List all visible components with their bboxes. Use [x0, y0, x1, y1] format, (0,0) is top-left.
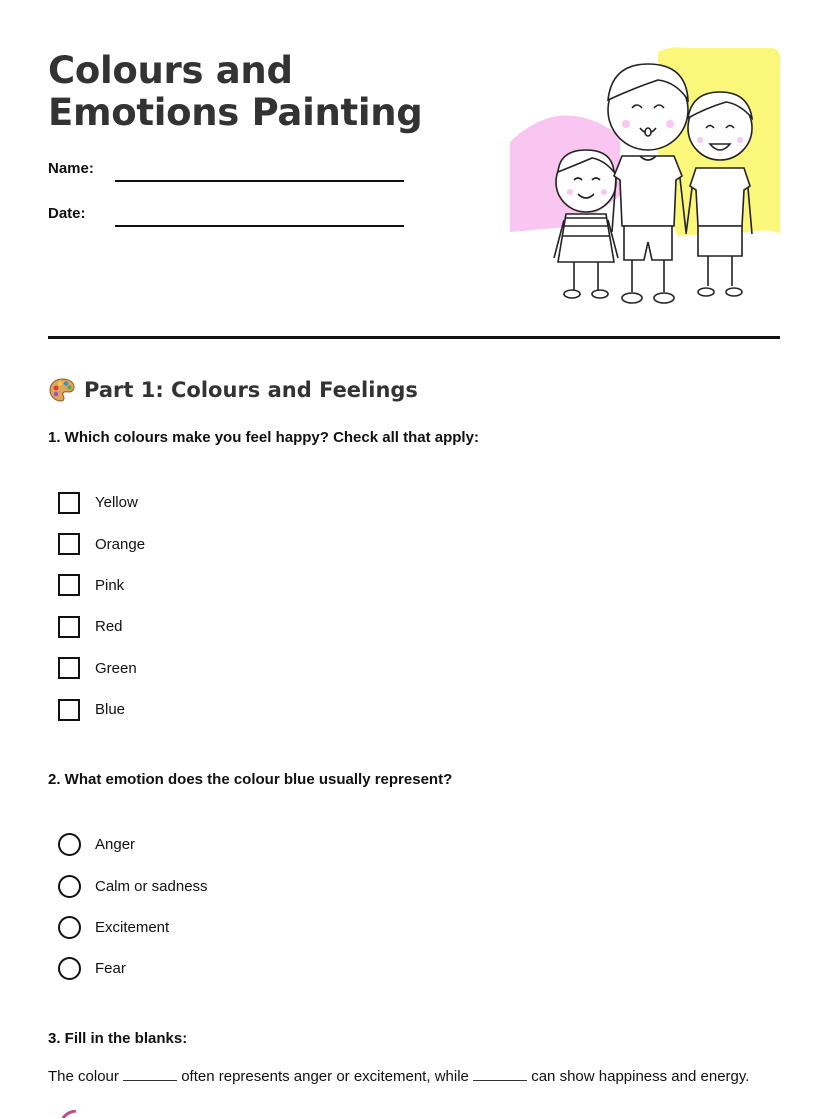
option-fear[interactable] [58, 948, 208, 989]
option-label: Green [95, 659, 137, 677]
option-label: Blue [95, 701, 126, 719]
checkbox[interactable] [58, 657, 80, 679]
option-label: Yellow [95, 494, 138, 512]
option-label: Pink [95, 576, 125, 594]
option-orange[interactable] [58, 523, 145, 564]
checkbox[interactable] [58, 533, 80, 555]
fill-in-sentence [48, 1068, 749, 1085]
part1-heading [48, 374, 418, 406]
question-2: 2. What emotion does the colour blue usually represent? [48, 771, 453, 788]
sentence-part-1: The colour [48, 1068, 119, 1085]
radio-button[interactable] [58, 875, 81, 898]
sentence-part-2: often represents anger or excitement, while [181, 1068, 469, 1085]
option-blue[interactable] [58, 689, 145, 730]
option-label: Calm or sadness [95, 877, 208, 895]
question-3: 3. Fill in the blanks: [48, 1030, 188, 1047]
radio-button[interactable] [58, 916, 81, 939]
date-label: Date: [48, 205, 86, 222]
children-illustration [508, 46, 782, 310]
sentence-part-3: can show happiness and energy. [531, 1068, 750, 1085]
option-anger[interactable] [58, 824, 208, 865]
option-label: Fear [95, 960, 126, 978]
radio-button[interactable] [58, 957, 81, 980]
date-input-line[interactable] [115, 225, 404, 227]
page-title: Colours and Emotions Painting [48, 49, 423, 134]
part1-heading-text: Part 1: Colours and Feelings [84, 378, 418, 402]
radio-button[interactable] [58, 833, 81, 856]
checkbox[interactable] [58, 616, 80, 638]
blank-1[interactable] [123, 1069, 177, 1081]
brush-icon [56, 1110, 80, 1118]
option-label: Anger [95, 836, 136, 854]
option-excitement[interactable] [58, 907, 208, 948]
right-child [686, 92, 752, 296]
question-1-options [58, 482, 145, 730]
tall-child [608, 64, 688, 303]
checkbox[interactable] [58, 699, 80, 721]
name-label: Name: [48, 160, 94, 177]
option-label: Orange [95, 535, 146, 553]
question-2-options [58, 824, 208, 990]
blank-2[interactable] [473, 1069, 527, 1081]
option-red[interactable] [58, 606, 145, 647]
section-divider [48, 336, 780, 339]
checkbox[interactable] [58, 492, 80, 514]
question-1: 1. Which colours make you feel happy? Check all that apply: [48, 429, 479, 446]
name-input-line[interactable] [115, 180, 404, 182]
option-green[interactable] [58, 648, 145, 689]
option-yellow[interactable] [58, 482, 145, 523]
option-calm-or-sadness[interactable] [58, 865, 208, 906]
checkbox[interactable] [58, 574, 80, 596]
option-pink[interactable] [58, 565, 145, 606]
small-child [554, 150, 618, 298]
palette-icon [48, 376, 76, 404]
option-label: Red [95, 618, 123, 636]
option-label: Excitement [95, 918, 170, 936]
date-field[interactable] [48, 205, 408, 231]
name-field[interactable] [48, 160, 408, 186]
